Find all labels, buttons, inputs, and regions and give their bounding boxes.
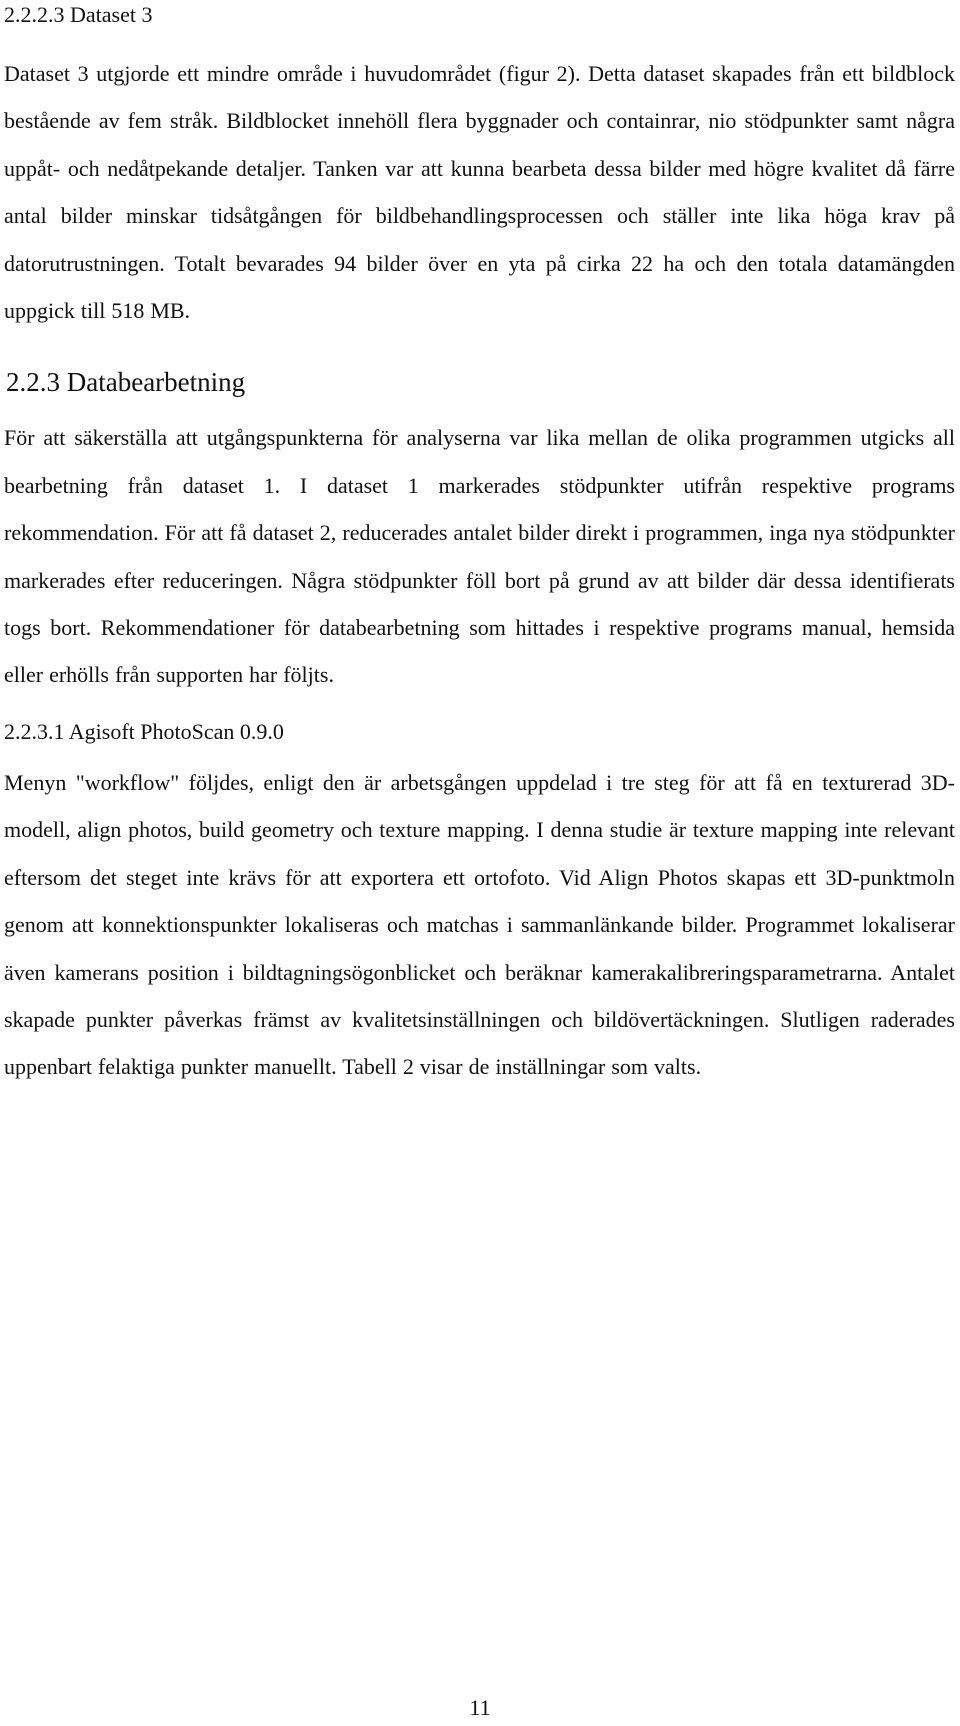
document-page	[4, 0, 955, 1091]
paragraph-databearbetning: För att säkerställa att utgångspunkterna för analyserna var lika mellan de olika programmen utgicks all bearbetning från dataset 1. I dataset 1 markerades stödpunkter utifrån respektive programs rekommendation. För att få dataset 2, reducerades antalet bilder direkt i programmen, inga nya stödpunkter markerades efter reduceringen. Några stödpunkter föll bort på grund av att bilder där dessa identifierats togs bort. Rekommendationer för databearbetning som hittades i respektive programs manual, hemsida eller erhölls från supporten har följts.	[4, 425, 955, 688]
page-number: 11	[469, 1695, 491, 1720]
section-heading-databearbetning: 2.2.3 Databearbetning	[6, 367, 246, 398]
section-heading-dataset-3: 2.2.2.3 Dataset 3	[4, 2, 153, 27]
section-heading-agisoft: 2.2.3.1 Agisoft PhotoScan 0.9.0	[4, 718, 284, 744]
paragraph-dataset-3: Dataset 3 utgjorde ett mindre område i huvudområdet (figur 2). Detta dataset skapades från ett bildblock bestående av fem stråk. Bildblocket innehöll flera byggnader och containrar, nio stödpunkter samt några uppåt- och nedåtpekande detaljer. Tanken var att kunna bearbeta dessa bilder med högre kvalitet då färre antal bilder minskar tidsåtgången för bildbehandlingsprocessen och ställer inte lika höga krav på datorutrustningen. Totalt bevarades 94 bilder över en yta på cirka 22 ha och den totala datamängden uppgick till 518 MB.	[4, 61, 955, 324]
paragraph-agisoft: Menyn "workflow" följdes, enligt den är arbetsgången uppdelad i tre steg för att få en texturerad 3D-modell, align photos, build geometry och texture mapping. I denna studie är texture mapping inte relevant eftersom det steget inte krävs för att exportera ett ortofoto. Vid Align Photos skapas ett 3D-punktmoln genom att konnektionspunkter lokaliseras och matchas i sammanlänkande bilder. Programmet lokaliserar även kamerans position i bildtagningsögonblicket och beräknar kamerakalibreringsparametrarna. Antalet skapade punkter påverkas främst av kvalitetsinställningen och bildövertäckningen. Slutligen raderades uppenbart felaktiga punkter manuellt. Tabell 2 visar de inställningar som valts.	[4, 769, 955, 1080]
